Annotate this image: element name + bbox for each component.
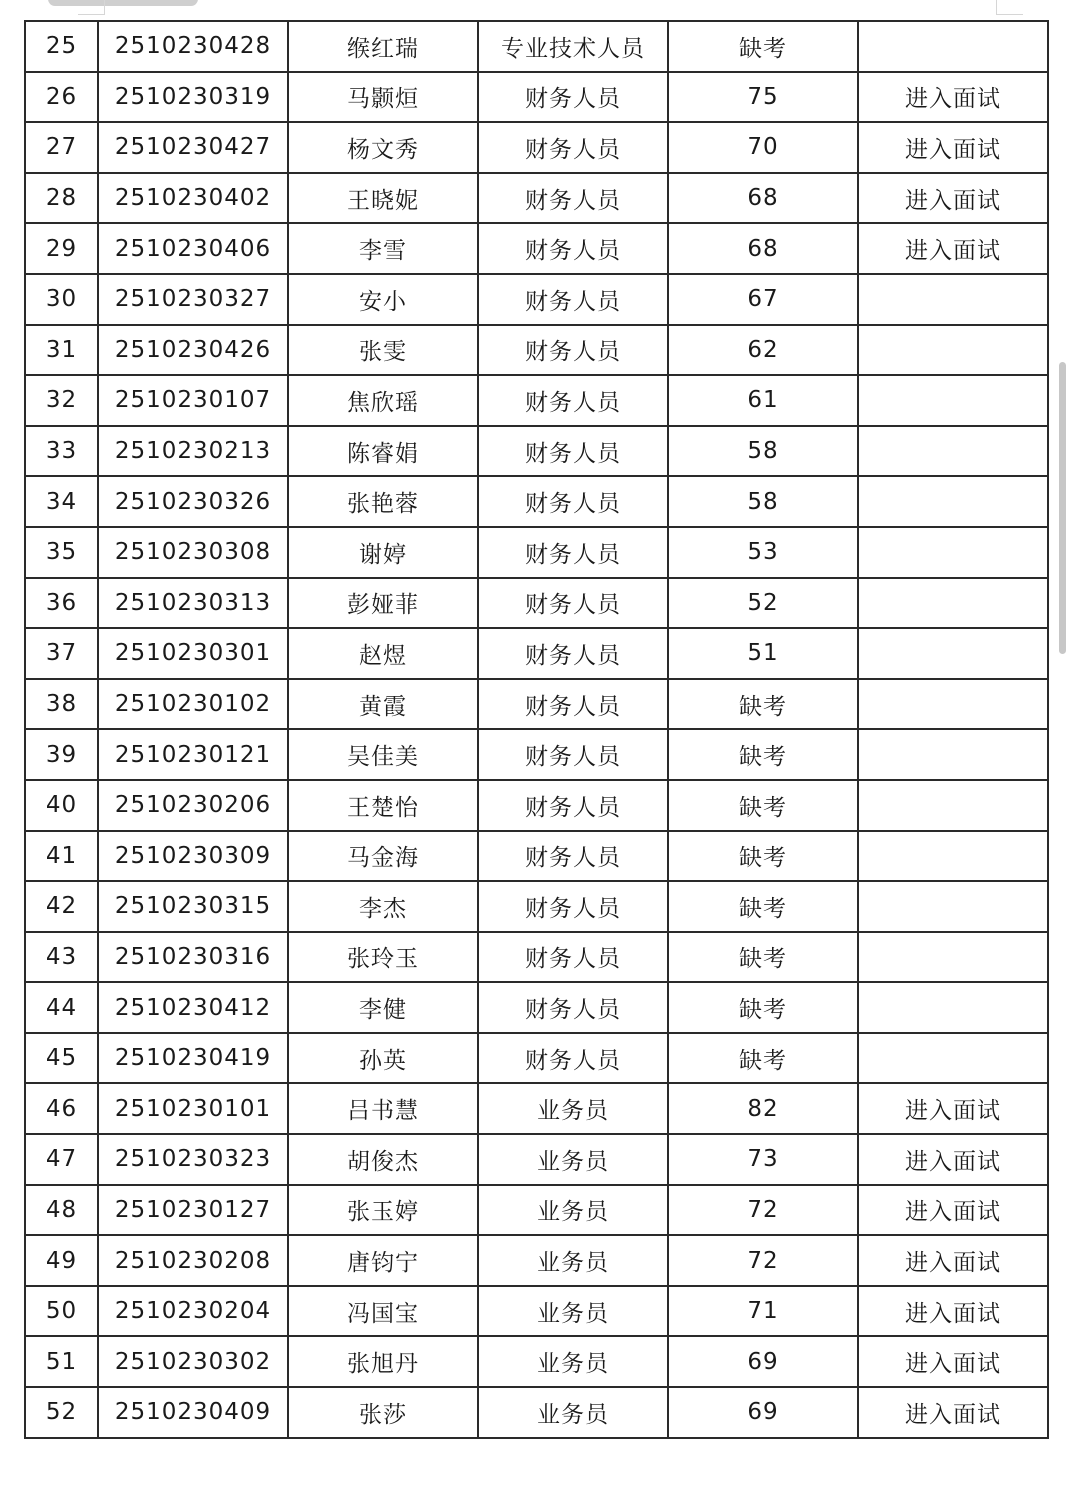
cell-score: 72 — [668, 1235, 858, 1286]
table-row — [25, 325, 1048, 376]
cell-ticket-number: 2510230406 — [98, 223, 288, 274]
cell-position: 财务人员 — [478, 173, 668, 224]
cell-ticket-number: 2510230121 — [98, 729, 288, 780]
table-row — [25, 1185, 1048, 1236]
cell-remark: 进入面试 — [858, 1185, 1048, 1236]
cell-remark: 进入面试 — [858, 1235, 1048, 1286]
table-row — [25, 21, 1048, 72]
cell-ticket-number: 2510230427 — [98, 122, 288, 173]
cell-score: 69 — [668, 1387, 858, 1438]
cell-ticket-number: 2510230412 — [98, 982, 288, 1033]
cell-ticket-number: 2510230302 — [98, 1336, 288, 1387]
cell-ticket-number: 2510230327 — [98, 274, 288, 325]
cell-seq-number: 36 — [25, 578, 98, 629]
table-row — [25, 1033, 1048, 1084]
cell-position: 财务人员 — [478, 72, 668, 123]
table-row — [25, 881, 1048, 932]
page-corner-mark-left — [78, 0, 105, 15]
cell-ticket-number: 2510230206 — [98, 780, 288, 831]
cell-ticket-number: 2510230319 — [98, 72, 288, 123]
table-row — [25, 426, 1048, 477]
cell-position: 业务员 — [478, 1286, 668, 1337]
cell-seq-number: 26 — [25, 72, 98, 123]
cell-ticket-number: 2510230402 — [98, 173, 288, 224]
cell-remark — [858, 780, 1048, 831]
cell-position: 财务人员 — [478, 729, 668, 780]
cell-score: 82 — [668, 1083, 858, 1134]
cell-position: 财务人员 — [478, 1033, 668, 1084]
exam-score-table — [24, 20, 1049, 1439]
cell-candidate-name: 孙英 — [288, 1033, 478, 1084]
cell-candidate-name: 吴佳美 — [288, 729, 478, 780]
cell-score: 58 — [668, 476, 858, 527]
table-row — [25, 932, 1048, 983]
cell-ticket-number: 2510230316 — [98, 932, 288, 983]
table-row — [25, 223, 1048, 274]
cell-seq-number: 27 — [25, 122, 98, 173]
cell-position: 业务员 — [478, 1134, 668, 1185]
cell-score: 缺考 — [668, 1033, 858, 1084]
cell-remark — [858, 274, 1048, 325]
cell-ticket-number: 2510230101 — [98, 1083, 288, 1134]
cell-seq-number: 41 — [25, 831, 98, 882]
cell-seq-number: 38 — [25, 679, 98, 730]
cell-score: 缺考 — [668, 932, 858, 983]
table-row — [25, 780, 1048, 831]
cell-seq-number: 31 — [25, 325, 98, 376]
cell-candidate-name: 张艳蓉 — [288, 476, 478, 527]
cell-seq-number: 49 — [25, 1235, 98, 1286]
cell-position: 财务人员 — [478, 426, 668, 477]
cell-position: 财务人员 — [478, 932, 668, 983]
cell-seq-number: 35 — [25, 527, 98, 578]
table-row — [25, 173, 1048, 224]
cell-ticket-number: 2510230419 — [98, 1033, 288, 1084]
cell-seq-number: 51 — [25, 1336, 98, 1387]
cell-seq-number: 37 — [25, 628, 98, 679]
cell-candidate-name: 张玲玉 — [288, 932, 478, 983]
cell-remark: 进入面试 — [858, 1336, 1048, 1387]
table-row — [25, 1336, 1048, 1387]
cell-seq-number: 29 — [25, 223, 98, 274]
cell-position: 财务人员 — [478, 122, 668, 173]
cell-position: 财务人员 — [478, 831, 668, 882]
cell-candidate-name: 吕书慧 — [288, 1083, 478, 1134]
cell-candidate-name: 冯国宝 — [288, 1286, 478, 1337]
cell-seq-number: 25 — [25, 21, 98, 72]
cell-score: 缺考 — [668, 780, 858, 831]
table-row — [25, 831, 1048, 882]
cell-position: 业务员 — [478, 1083, 668, 1134]
cell-remark — [858, 679, 1048, 730]
cell-position: 财务人员 — [478, 982, 668, 1033]
table-row — [25, 527, 1048, 578]
cell-remark — [858, 21, 1048, 72]
cell-candidate-name: 安小 — [288, 274, 478, 325]
cell-candidate-name: 张玉婷 — [288, 1185, 478, 1236]
cell-remark — [858, 831, 1048, 882]
cell-seq-number: 34 — [25, 476, 98, 527]
cell-position: 财务人员 — [478, 325, 668, 376]
cell-seq-number: 45 — [25, 1033, 98, 1084]
cell-score: 缺考 — [668, 679, 858, 730]
cell-score: 缺考 — [668, 21, 858, 72]
cell-ticket-number: 2510230309 — [98, 831, 288, 882]
cell-position: 财务人员 — [478, 527, 668, 578]
cell-position: 财务人员 — [478, 780, 668, 831]
cell-score: 缺考 — [668, 881, 858, 932]
cell-remark — [858, 426, 1048, 477]
top-drag-handle[interactable] — [48, 0, 198, 6]
cell-score: 70 — [668, 122, 858, 173]
cell-candidate-name: 李健 — [288, 982, 478, 1033]
cell-position: 财务人员 — [478, 679, 668, 730]
cell-score: 61 — [668, 375, 858, 426]
cell-ticket-number: 2510230204 — [98, 1286, 288, 1337]
cell-ticket-number: 2510230308 — [98, 527, 288, 578]
score-table-body — [25, 21, 1048, 1438]
cell-ticket-number: 2510230323 — [98, 1134, 288, 1185]
cell-remark: 进入面试 — [858, 1387, 1048, 1438]
cell-ticket-number: 2510230409 — [98, 1387, 288, 1438]
cell-ticket-number: 2510230326 — [98, 476, 288, 527]
cell-remark — [858, 375, 1048, 426]
cell-position: 财务人员 — [478, 375, 668, 426]
cell-seq-number: 47 — [25, 1134, 98, 1185]
cell-candidate-name: 谢婷 — [288, 527, 478, 578]
cell-ticket-number: 2510230127 — [98, 1185, 288, 1236]
cell-seq-number: 28 — [25, 173, 98, 224]
cell-score: 72 — [668, 1185, 858, 1236]
cell-score: 51 — [668, 628, 858, 679]
cell-score: 缺考 — [668, 831, 858, 882]
table-row — [25, 578, 1048, 629]
cell-candidate-name: 赵煜 — [288, 628, 478, 679]
cell-position: 财务人员 — [478, 628, 668, 679]
table-row — [25, 1235, 1048, 1286]
cell-candidate-name: 陈睿娟 — [288, 426, 478, 477]
table-row — [25, 679, 1048, 730]
cell-position: 业务员 — [478, 1235, 668, 1286]
vertical-scrollbar[interactable] — [1059, 362, 1066, 654]
cell-candidate-name: 马金海 — [288, 831, 478, 882]
cell-candidate-name: 王晓妮 — [288, 173, 478, 224]
cell-seq-number: 46 — [25, 1083, 98, 1134]
cell-candidate-name: 缑红瑞 — [288, 21, 478, 72]
cell-seq-number: 42 — [25, 881, 98, 932]
cell-score: 68 — [668, 223, 858, 274]
cell-remark — [858, 729, 1048, 780]
table-row — [25, 1387, 1048, 1438]
cell-seq-number: 33 — [25, 426, 98, 477]
cell-seq-number: 50 — [25, 1286, 98, 1337]
table-row — [25, 1286, 1048, 1337]
cell-ticket-number: 2510230315 — [98, 881, 288, 932]
cell-candidate-name: 黄霞 — [288, 679, 478, 730]
cell-ticket-number: 2510230301 — [98, 628, 288, 679]
table-row — [25, 476, 1048, 527]
cell-score: 69 — [668, 1336, 858, 1387]
table-row — [25, 122, 1048, 173]
cell-candidate-name: 唐钧宁 — [288, 1235, 478, 1286]
table-row — [25, 1083, 1048, 1134]
cell-remark: 进入面试 — [858, 173, 1048, 224]
cell-candidate-name: 张旭丹 — [288, 1336, 478, 1387]
cell-score: 71 — [668, 1286, 858, 1337]
cell-remark — [858, 881, 1048, 932]
table-row — [25, 375, 1048, 426]
page-corner-mark-right — [996, 0, 1023, 15]
cell-seq-number: 43 — [25, 932, 98, 983]
cell-candidate-name: 李杰 — [288, 881, 478, 932]
table-row — [25, 729, 1048, 780]
cell-remark: 进入面试 — [858, 1083, 1048, 1134]
cell-seq-number: 52 — [25, 1387, 98, 1438]
cell-ticket-number: 2510230208 — [98, 1235, 288, 1286]
cell-remark — [858, 476, 1048, 527]
cell-candidate-name: 杨文秀 — [288, 122, 478, 173]
cell-position: 专业技术人员 — [478, 21, 668, 72]
cell-score: 52 — [668, 578, 858, 629]
table-row — [25, 628, 1048, 679]
cell-position: 财务人员 — [478, 476, 668, 527]
cell-ticket-number: 2510230213 — [98, 426, 288, 477]
cell-ticket-number: 2510230426 — [98, 325, 288, 376]
cell-remark — [858, 527, 1048, 578]
cell-ticket-number: 2510230428 — [98, 21, 288, 72]
cell-ticket-number: 2510230107 — [98, 375, 288, 426]
cell-candidate-name: 王楚怡 — [288, 780, 478, 831]
cell-remark: 进入面试 — [858, 122, 1048, 173]
cell-remark — [858, 1033, 1048, 1084]
cell-candidate-name: 焦欣瑶 — [288, 375, 478, 426]
cell-remark — [858, 628, 1048, 679]
cell-remark: 进入面试 — [858, 223, 1048, 274]
cell-seq-number: 40 — [25, 780, 98, 831]
cell-score: 62 — [668, 325, 858, 376]
cell-candidate-name: 李雪 — [288, 223, 478, 274]
cell-seq-number: 48 — [25, 1185, 98, 1236]
cell-remark: 进入面试 — [858, 1134, 1048, 1185]
cell-remark — [858, 325, 1048, 376]
cell-candidate-name: 张雯 — [288, 325, 478, 376]
cell-candidate-name: 马颢烜 — [288, 72, 478, 123]
cell-seq-number: 30 — [25, 274, 98, 325]
cell-score: 75 — [668, 72, 858, 123]
cell-score: 缺考 — [668, 982, 858, 1033]
cell-score: 67 — [668, 274, 858, 325]
cell-score: 缺考 — [668, 729, 858, 780]
cell-score: 58 — [668, 426, 858, 477]
table-row — [25, 982, 1048, 1033]
cell-score: 53 — [668, 527, 858, 578]
cell-seq-number: 44 — [25, 982, 98, 1033]
cell-ticket-number: 2510230313 — [98, 578, 288, 629]
cell-candidate-name: 胡俊杰 — [288, 1134, 478, 1185]
cell-remark — [858, 982, 1048, 1033]
cell-candidate-name: 张莎 — [288, 1387, 478, 1438]
cell-seq-number: 32 — [25, 375, 98, 426]
cell-candidate-name: 彭娅菲 — [288, 578, 478, 629]
cell-remark: 进入面试 — [858, 1286, 1048, 1337]
cell-position: 业务员 — [478, 1185, 668, 1236]
cell-seq-number: 39 — [25, 729, 98, 780]
cell-score: 73 — [668, 1134, 858, 1185]
cell-remark — [858, 932, 1048, 983]
cell-position: 财务人员 — [478, 881, 668, 932]
cell-position: 业务员 — [478, 1336, 668, 1387]
cell-score: 68 — [668, 173, 858, 224]
table-row — [25, 1134, 1048, 1185]
cell-position: 财务人员 — [478, 578, 668, 629]
cell-position: 财务人员 — [478, 223, 668, 274]
cell-position: 财务人员 — [478, 274, 668, 325]
table-row — [25, 274, 1048, 325]
cell-position: 业务员 — [478, 1387, 668, 1438]
table-row — [25, 72, 1048, 123]
cell-remark — [858, 578, 1048, 629]
cell-remark: 进入面试 — [858, 72, 1048, 123]
cell-ticket-number: 2510230102 — [98, 679, 288, 730]
